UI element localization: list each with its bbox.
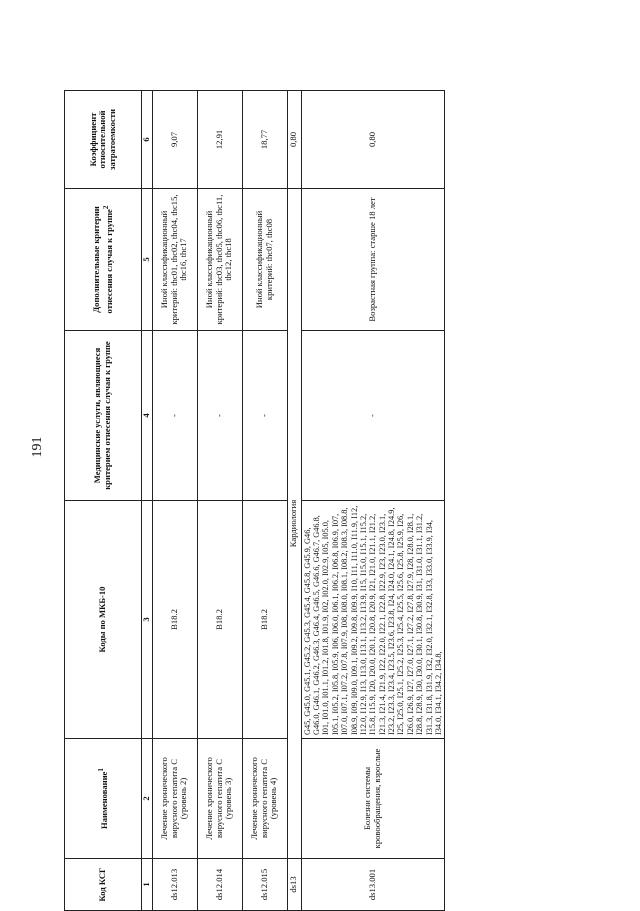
table-row	[197, 91, 242, 911]
mkb-codes: G45, G45.0, G45.1, G45.2, G45.3, G45.4, G45.8, G45.9, G46, G46.0, G46.1, G46.2, G46.3, G46.4, G46.5, G46.6, G46.7, G46.8, I01, I01.0, I01.1, I01.2, I01.8, I01.9, I02, I02.0, I02.9, I05, I05.0, I05.1, I05.2, I05.8, I05.9, I06, I06.0, I06.1, I06.2, I06.8, I06.9, I07, I07.0, I07.1, I07.2, I07.8, I07.9, I08, I08.0, I08.1, I08.2, I08.3, I08.8, I08.9, I09, I09.0, I09.1, I09.2, I09.8, I09.9, I10, I11, I11.0, I11.9, I12, I12.0, I12.9, I13, I13.0, I13.1, I13.2, I13.9, I15, I15.0, I15.1, I15.2, I15.8, I15.9, I20, I20.0, I20.1, I20.8, I20.9, I21, I21.0, I21.1, I21.2, I21.3, I21.4, I21.9, I22, I22.0, I22.1, I22.8, I22.9, I23, I23.0, I23.1, I23.2, I23.3, I23.4, I23.5, I23.6, I23.8, I24, I24.0, I24.1, I24.8, I24.9, I25, I25.0, I25.1, I25.2, I25.3, I25.4, I25.5, I25.6, I25.8, I25.9, I26, I26.0, I26.9, I27, I27.0, I27.1, I27.2, I27.8, I27.9, I28, I28.0, I28.1, I28.8, I28.9, I30, I30.0, I30.1, I30.8, I30.9, I31, I31.0, I31.1, I31.2, I31.3, I31.8, I31.9, I32, I32.0, I32.1, I32.8, I33, I33.0, I33.9, I34, I34.0, I34.1, I34.2, I34.8,	[301, 501, 445, 739]
col-number: 1	[142, 859, 153, 911]
col-number: 5	[142, 189, 153, 331]
section-title: Кардиология	[287, 189, 301, 859]
ksg-code: ds12.014	[197, 859, 242, 911]
ksg-code: ds13.001	[301, 859, 445, 911]
ksg-code: ds12.013	[152, 859, 197, 911]
header-criteria: Дополнительные критерии отнесения случая к группе$^2$	[65, 189, 142, 331]
medical-services: -	[152, 331, 197, 501]
cost-coefficient: 18,77	[242, 91, 287, 189]
col-number: 6	[142, 91, 153, 189]
section-coef: 0,80	[287, 91, 301, 189]
additional-criteria: Иной классификационный критерий: thc07, thc08	[242, 189, 287, 331]
table-row	[242, 91, 287, 911]
medical-services: -	[197, 331, 242, 501]
additional-criteria: Возрастная группа: старше 18 лет	[301, 189, 445, 331]
cost-coefficient: 9,07	[152, 91, 197, 189]
rotated-table-container	[64, 91, 572, 911]
table-row	[301, 91, 445, 911]
ksg-name: Лечение хронического вирусного гепатита С (уровень 2)	[152, 739, 197, 859]
ksg-code: ds12.015	[242, 859, 287, 911]
ksg-name: Болезни системы кровообращения, взрослые	[301, 739, 445, 859]
ksg-name: Лечение хронического вирусного гепатита С (уровень 3)	[197, 739, 242, 859]
column-numbers-row	[142, 91, 153, 911]
mkb-codes: B18.2	[152, 501, 197, 739]
section-code: ds13	[287, 859, 301, 911]
table-row	[152, 91, 197, 911]
mkb-codes: B18.2	[197, 501, 242, 739]
additional-criteria: Иной классификационный критерий: thc03, thc05, thc06, thc11, thc12, thc18	[197, 189, 242, 331]
medical-services: -	[242, 331, 287, 501]
section-row	[287, 91, 301, 911]
ksg-name: Лечение хронического вирусного гепатита С (уровень 4)	[242, 739, 287, 859]
header-coef: Коэффициент относительной затратоемкости	[65, 91, 142, 189]
col-number: 4	[142, 331, 153, 501]
page-number: 191	[30, 436, 45, 458]
header-services: Медицинские услуги, являющиеся критерием отнесения случая к группе	[65, 331, 142, 501]
cost-coefficient: 0,80	[301, 91, 445, 189]
header-row	[65, 91, 142, 911]
medical-services: -	[301, 331, 445, 501]
header-code: Код КСГ	[65, 859, 142, 911]
col-number: 2	[142, 739, 153, 859]
mkb-codes: B18.2	[242, 501, 287, 739]
header-name: Наименование$^1$	[65, 739, 142, 859]
additional-criteria: Иной классификационный критерий: thc01, thc02, thc04, thc15, thc16, thc17	[152, 189, 197, 331]
ksg-table	[64, 90, 445, 911]
cost-coefficient: 12,91	[197, 91, 242, 189]
col-number: 3	[142, 501, 153, 739]
header-mkb: Коды по МКБ-10	[65, 501, 142, 739]
